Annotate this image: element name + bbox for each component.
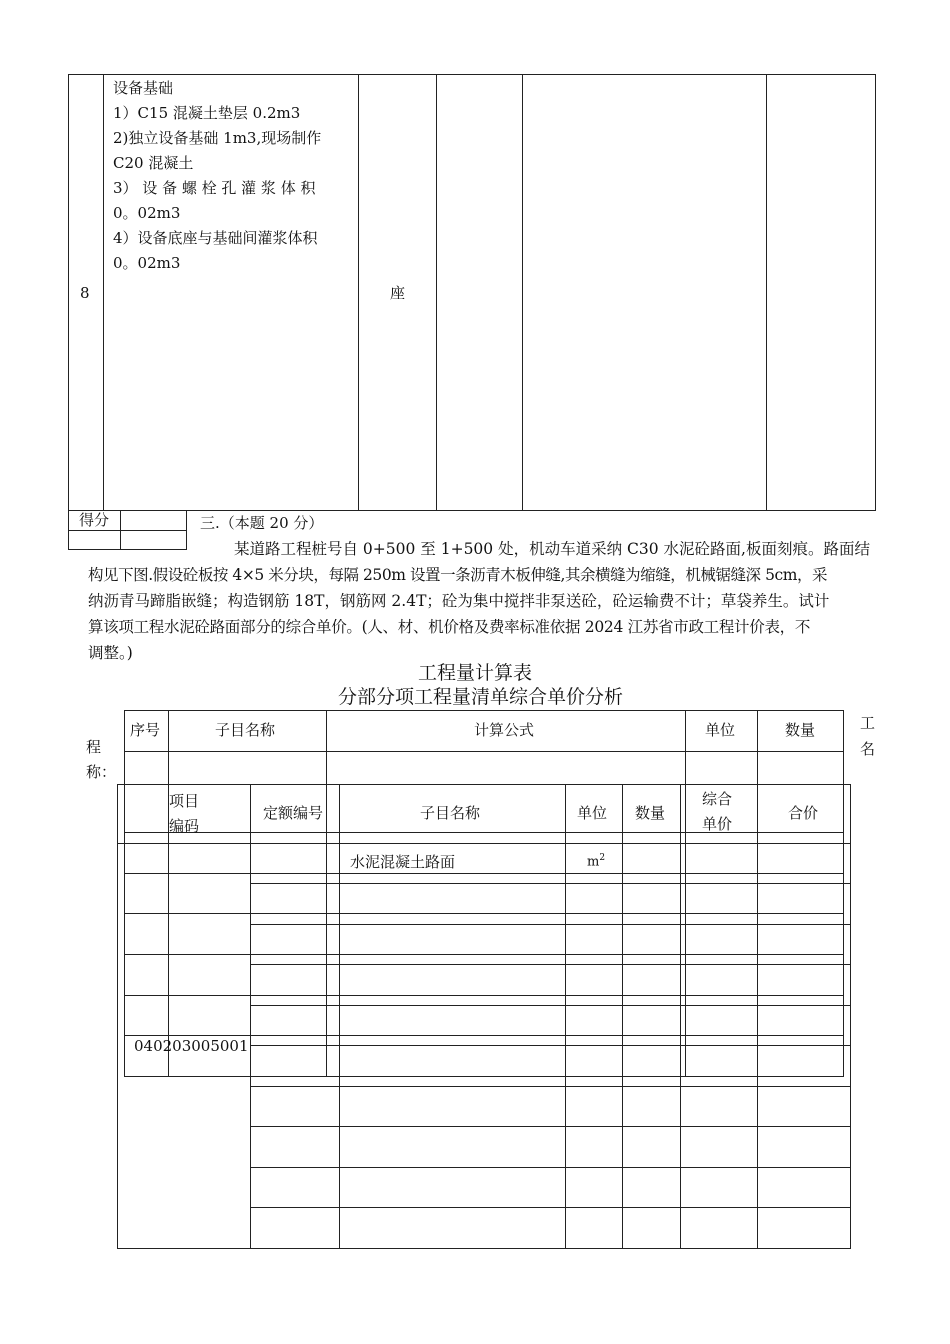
analysis-header-total: 合价	[788, 804, 819, 822]
title-price-analysis: 分部分项工程量清单综合单价分析	[338, 686, 624, 708]
item-line: C20 混凝土	[113, 154, 194, 172]
score-label: 得分	[79, 511, 110, 529]
calc-header-unit: 单位	[705, 721, 736, 739]
analysis-header-unit-price-1: 综合	[702, 790, 733, 808]
row-item-name: 水泥混凝土路面	[350, 853, 456, 871]
row-unit	[587, 853, 605, 870]
side-label-left-2: 称：	[86, 763, 117, 781]
question-line: 算该项工程水泥砼路面部分的综合单价。(人、材、机价格及费率标准依据 2024 江苏省市政工程计价表，不	[88, 618, 811, 636]
calc-header-seq: 序号	[130, 721, 161, 739]
question-line: 纳沥青马蹄脂嵌缝；构造钢筋 18T，钢筋网 2.4T；砼为集中搅拌非泵送砼，砼运输费不计；草袋养生。试计	[88, 592, 830, 610]
item-line: 3） 设 备 螺 栓 孔 灌 浆 体 积	[113, 179, 316, 197]
row-unit-base: m	[587, 854, 600, 870]
analysis-header-code-2: 编码	[169, 817, 200, 835]
item-line: 4）设备底座与基础间灌浆体积	[113, 229, 318, 247]
item-line: 0。02m3	[113, 254, 181, 272]
calc-header-formula: 计算公式	[474, 721, 535, 739]
analysis-header-code-1: 项目	[169, 792, 200, 810]
item-line: 2)独立设备基础 1m3,现场制作	[113, 129, 322, 147]
unit-cell: 座	[390, 284, 406, 302]
question-line: 某道路工程桩号自 0+500 至 1+500 处，机动车道采纳 C30 水泥砼路面,板面刻痕。路面结	[234, 540, 870, 558]
side-label-left-1: 程	[86, 738, 102, 756]
item-line: 设备基础	[113, 79, 174, 97]
item-line: 1）C15 混凝土垫层 0.2m3	[113, 104, 301, 122]
row-number: 8	[80, 284, 90, 302]
question-heading: 三.（本题 20 分）	[200, 514, 324, 532]
analysis-header-name: 子目名称	[420, 804, 481, 822]
question-body	[88, 536, 884, 666]
question-line: 构见下图.假设砼板按 4×5 米分块，每隔 250m 设置一条沥青木板伸缝,其余横缝为缩缝，机械锯缝深 5cm，采	[88, 566, 828, 584]
item-description	[113, 76, 353, 276]
question-line: 调整。)	[88, 644, 133, 662]
analysis-header-qty: 数量	[635, 804, 666, 822]
item-code: 040203005001	[134, 1037, 249, 1055]
side-label-right-2: 名	[860, 740, 876, 758]
title-quantity-table: 工程量计算表	[418, 662, 533, 684]
item-line: 0。02m3	[113, 204, 181, 222]
analysis-header-unit-price-2: 单价	[702, 815, 733, 833]
row-unit-sup: 2	[599, 853, 606, 863]
analysis-header-quota: 定额编号	[263, 804, 324, 822]
side-label-right-1: 工	[860, 714, 876, 732]
analysis-header-unit: 单位	[577, 804, 608, 822]
calc-header-name: 子目名称	[215, 721, 276, 739]
calc-header-qty: 数量	[785, 721, 816, 739]
